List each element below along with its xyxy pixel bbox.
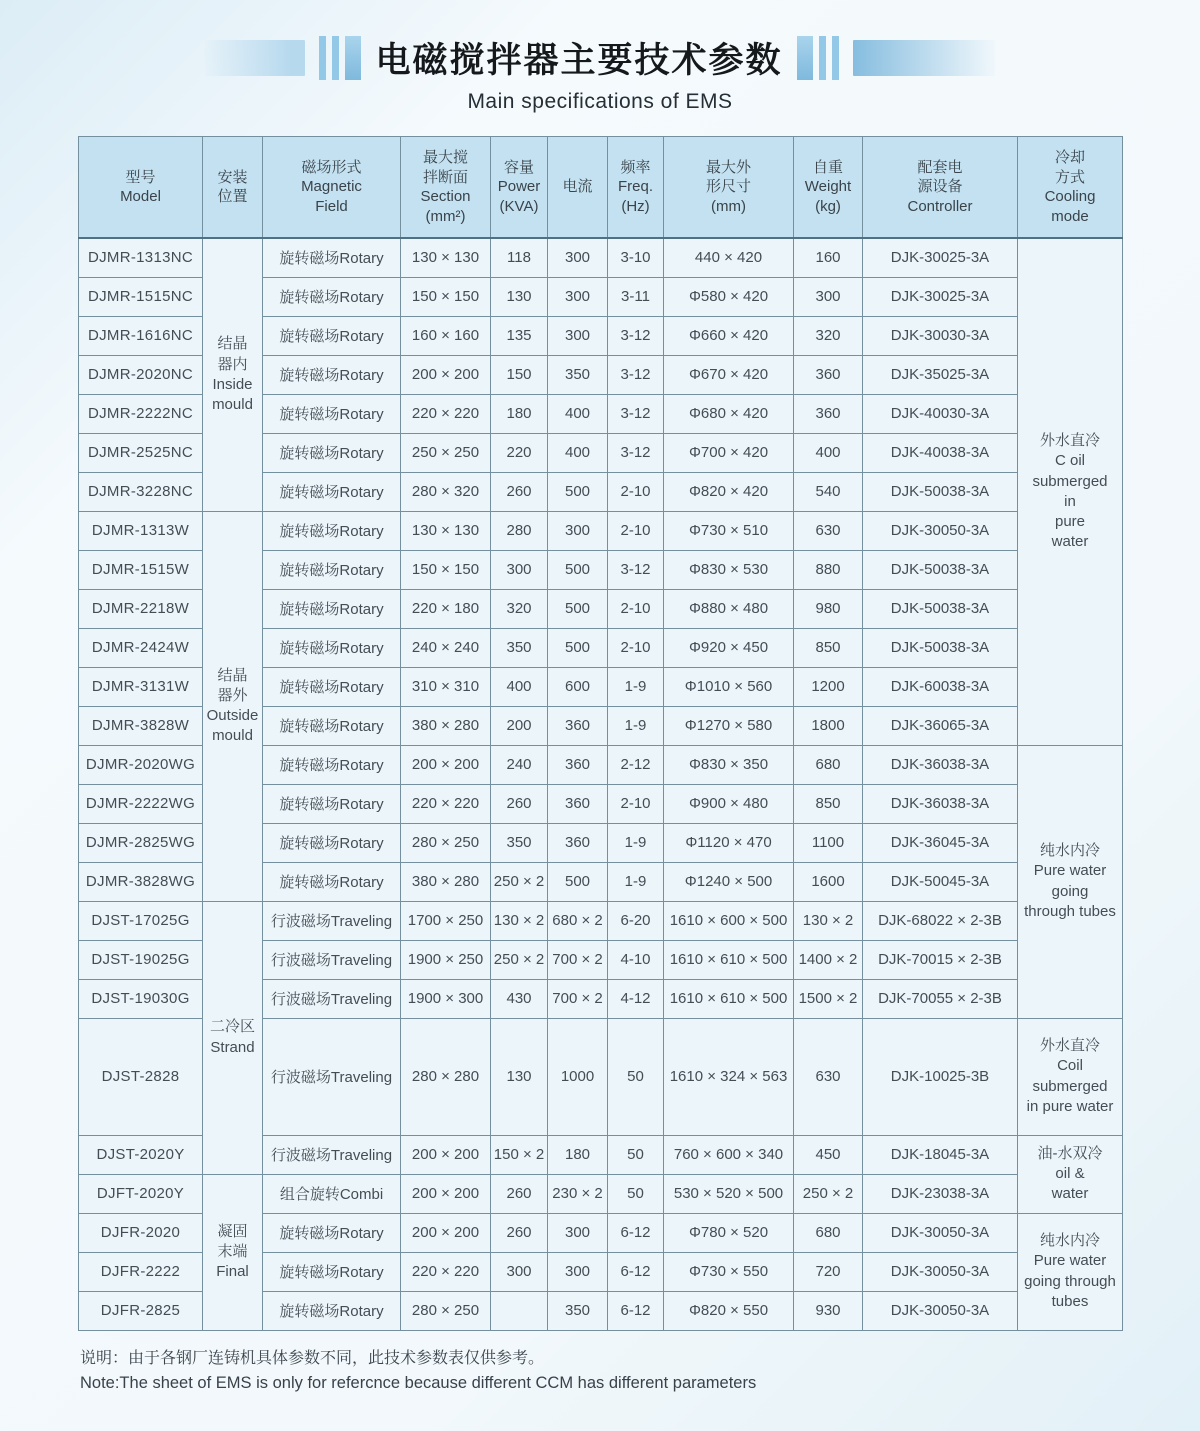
cell-controller: DJK-30050-3A: [863, 1291, 1018, 1330]
table-row-DJMR-1313W: [79, 511, 1123, 550]
cell-section: 160 × 160: [401, 316, 491, 355]
column-header-section: 最大搅 拌断面 Section (mm²): [401, 137, 491, 239]
cell-frequency: 4-12: [608, 979, 664, 1018]
cell-controller: DJK-50038-3A: [863, 589, 1018, 628]
cell-model: DJST-2828: [79, 1018, 203, 1135]
cell-model: DJST-2020Y: [79, 1135, 203, 1174]
cell-section: 380 × 280: [401, 706, 491, 745]
cell-model: DJMR-2020WG: [79, 745, 203, 784]
cell-frequency: 3-10: [608, 238, 664, 277]
cell-controller: DJK-36045-3A: [863, 823, 1018, 862]
cell-install-position: 二冷区 Strand: [203, 901, 263, 1174]
cell-dimensions: 1610 × 610 × 500: [664, 940, 794, 979]
cell-section: 220 × 220: [401, 1252, 491, 1291]
cell-model: DJMR-3828WG: [79, 862, 203, 901]
cell-model: DJST-19030G: [79, 979, 203, 1018]
cell-current: 360: [548, 784, 608, 823]
cell-dimensions: Φ880 × 480: [664, 589, 794, 628]
cell-magnetic-field: 行波磁场Traveling: [263, 901, 401, 940]
cell-magnetic-field: 旋转磁场Rotary: [263, 823, 401, 862]
cell-model: DJST-17025G: [79, 901, 203, 940]
cell-dimensions: Φ730 × 550: [664, 1252, 794, 1291]
cell-model: DJMR-1515NC: [79, 277, 203, 316]
cell-controller: DJK-30050-3A: [863, 1252, 1018, 1291]
cell-dimensions: Φ670 × 420: [664, 355, 794, 394]
cell-magnetic-field: 行波磁场Traveling: [263, 1135, 401, 1174]
title-block: [0, 0, 1200, 114]
cell-dimensions: Φ1010 × 560: [664, 667, 794, 706]
cell-controller: DJK-30025-3A: [863, 238, 1018, 277]
cell-current: 680 × 2: [548, 901, 608, 940]
cell-model: DJMR-2218W: [79, 589, 203, 628]
cell-magnetic-field: 旋转磁场Rotary: [263, 745, 401, 784]
cell-power: 240: [491, 745, 548, 784]
cell-section: 380 × 280: [401, 862, 491, 901]
cell-current: 500: [548, 862, 608, 901]
cell-section: 130 × 130: [401, 511, 491, 550]
cell-power: 220: [491, 433, 548, 472]
cell-power: [491, 1291, 548, 1330]
cell-model: DJFR-2825: [79, 1291, 203, 1330]
cell-frequency: 4-10: [608, 940, 664, 979]
cell-power: 180: [491, 394, 548, 433]
cell-weight: 720: [794, 1252, 863, 1291]
cell-frequency: 2-12: [608, 745, 664, 784]
cell-weight: 160: [794, 238, 863, 277]
cell-magnetic-field: 旋转磁场Rotary: [263, 277, 401, 316]
cell-section: 200 × 200: [401, 1174, 491, 1213]
cell-section: 240 × 240: [401, 628, 491, 667]
cell-weight: 300: [794, 277, 863, 316]
column-header-dimensions: 最大外 形尺寸 (mm): [664, 137, 794, 239]
cell-dimensions: 1610 × 324 × 563: [664, 1018, 794, 1135]
cell-power: 350: [491, 628, 548, 667]
cell-frequency: 1-9: [608, 667, 664, 706]
cell-controller: DJK-50038-3A: [863, 550, 1018, 589]
cell-controller: DJK-36038-3A: [863, 745, 1018, 784]
cell-section: 200 × 200: [401, 1135, 491, 1174]
cell-weight: 1200: [794, 667, 863, 706]
cell-weight: 980: [794, 589, 863, 628]
cell-power: 130: [491, 1018, 548, 1135]
column-header-model: 型号 Model: [79, 137, 203, 239]
cell-current: 180: [548, 1135, 608, 1174]
cell-magnetic-field: 旋转磁场Rotary: [263, 355, 401, 394]
cell-magnetic-field: 旋转磁场Rotary: [263, 1252, 401, 1291]
cell-current: 300: [548, 238, 608, 277]
cell-power: 260: [491, 784, 548, 823]
cell-current: 500: [548, 550, 608, 589]
cell-current: 360: [548, 823, 608, 862]
cell-weight: 850: [794, 784, 863, 823]
cell-frequency: 50: [608, 1135, 664, 1174]
cell-section: 1900 × 250: [401, 940, 491, 979]
cell-power: 200: [491, 706, 548, 745]
cell-model: DJMR-1313NC: [79, 238, 203, 277]
cell-controller: DJK-40038-3A: [863, 433, 1018, 472]
cell-weight: 1500 × 2: [794, 979, 863, 1018]
cell-model: DJMR-3131W: [79, 667, 203, 706]
cell-frequency: 3-12: [608, 355, 664, 394]
cell-section: 280 × 320: [401, 472, 491, 511]
cell-section: 1900 × 300: [401, 979, 491, 1018]
cell-power: 250 × 2: [491, 862, 548, 901]
cell-magnetic-field: 旋转磁场Rotary: [263, 1291, 401, 1330]
cell-frequency: 6-12: [608, 1213, 664, 1252]
cell-current: 1000: [548, 1018, 608, 1135]
cell-magnetic-field: 行波磁场Traveling: [263, 940, 401, 979]
cell-model: DJST-19025G: [79, 940, 203, 979]
cell-current: 400: [548, 433, 608, 472]
cell-current: 360: [548, 706, 608, 745]
cell-controller: DJK-60038-3A: [863, 667, 1018, 706]
cell-model: DJMR-2222WG: [79, 784, 203, 823]
cell-magnetic-field: 旋转磁场Rotary: [263, 433, 401, 472]
cell-frequency: 6-12: [608, 1252, 664, 1291]
cell-power: 400: [491, 667, 548, 706]
cell-magnetic-field: 行波磁场Traveling: [263, 1018, 401, 1135]
column-header-weight: 自重 Weight (kg): [794, 137, 863, 239]
cell-cooling-mode: 油-水双冷 oil & water: [1018, 1135, 1123, 1213]
cell-controller: DJK-36038-3A: [863, 784, 1018, 823]
cell-section: 200 × 200: [401, 355, 491, 394]
cell-controller: DJK-70015 × 2-3B: [863, 940, 1018, 979]
cell-weight: 1800: [794, 706, 863, 745]
cell-power: 430: [491, 979, 548, 1018]
cell-controller: DJK-68022 × 2-3B: [863, 901, 1018, 940]
cell-model: DJFT-2020Y: [79, 1174, 203, 1213]
cell-dimensions: Φ820 × 550: [664, 1291, 794, 1330]
cell-section: 150 × 150: [401, 550, 491, 589]
cell-power: 300: [491, 550, 548, 589]
cell-model: DJMR-2825WG: [79, 823, 203, 862]
cell-cooling-mode: 纯水内冷 Pure water going through tubes: [1018, 745, 1123, 1018]
cell-weight: 360: [794, 394, 863, 433]
cell-magnetic-field: 旋转磁场Rotary: [263, 316, 401, 355]
title-row: [0, 30, 1200, 86]
cell-magnetic-field: 旋转磁场Rotary: [263, 706, 401, 745]
cell-power: 150 × 2: [491, 1135, 548, 1174]
cell-dimensions: Φ1240 × 500: [664, 862, 794, 901]
cell-frequency: 2-10: [608, 628, 664, 667]
cell-dimensions: Φ780 × 520: [664, 1213, 794, 1252]
cell-frequency: 1-9: [608, 706, 664, 745]
cell-weight: 400: [794, 433, 863, 472]
cell-weight: 680: [794, 1213, 863, 1252]
column-header-freq: 频率 Freq. (Hz): [608, 137, 664, 239]
cell-magnetic-field: 旋转磁场Rotary: [263, 628, 401, 667]
cell-dimensions: Φ1120 × 470: [664, 823, 794, 862]
cell-model: DJMR-2222NC: [79, 394, 203, 433]
column-header-position: 安装 位置: [203, 137, 263, 239]
cell-frequency: 3-12: [608, 433, 664, 472]
cell-controller: DJK-35025-3A: [863, 355, 1018, 394]
cell-current: 400: [548, 394, 608, 433]
cell-frequency: 3-11: [608, 277, 664, 316]
cell-frequency: 2-10: [608, 589, 664, 628]
cell-power: 130 × 2: [491, 901, 548, 940]
cell-frequency: 1-9: [608, 862, 664, 901]
cell-power: 260: [491, 472, 548, 511]
bar-icon: [797, 36, 813, 80]
cell-weight: 1100: [794, 823, 863, 862]
cell-cooling-mode: 纯水内冷 Pure water going through tubes: [1018, 1213, 1123, 1330]
table-body: [79, 238, 1123, 1330]
cell-magnetic-field: 旋转磁场Rotary: [263, 550, 401, 589]
cell-section: 250 × 250: [401, 433, 491, 472]
cell-model: DJFR-2222: [79, 1252, 203, 1291]
cell-section: 1700 × 250: [401, 901, 491, 940]
cell-current: 500: [548, 589, 608, 628]
cell-controller: DJK-23038-3A: [863, 1174, 1018, 1213]
cell-dimensions: Φ830 × 530: [664, 550, 794, 589]
cell-current: 230 × 2: [548, 1174, 608, 1213]
table-row-DJMR-1313NC: [79, 238, 1123, 277]
cell-controller: DJK-30030-3A: [863, 316, 1018, 355]
cell-magnetic-field: 旋转磁场Rotary: [263, 394, 401, 433]
cell-section: 220 × 220: [401, 784, 491, 823]
cell-weight: 680: [794, 745, 863, 784]
title-bars-right: [797, 35, 839, 81]
table-header: [79, 137, 1123, 239]
cell-current: 350: [548, 355, 608, 394]
column-header-controller: 配套电 源设备 Controller: [863, 137, 1018, 239]
cell-install-position: 凝固 末端 Final: [203, 1174, 263, 1330]
cell-section: 280 × 250: [401, 823, 491, 862]
cell-power: 150: [491, 355, 548, 394]
title-bars-left: [319, 35, 361, 81]
cell-weight: 540: [794, 472, 863, 511]
cell-frequency: 2-10: [608, 472, 664, 511]
cell-magnetic-field: 旋转磁场Rotary: [263, 1213, 401, 1252]
cell-magnetic-field: 旋转磁场Rotary: [263, 511, 401, 550]
cell-section: 220 × 180: [401, 589, 491, 628]
cell-frequency: 6-20: [608, 901, 664, 940]
cell-current: 300: [548, 1252, 608, 1291]
cell-model: DJMR-1616NC: [79, 316, 203, 355]
bar-icon: [332, 36, 339, 80]
cell-section: 150 × 150: [401, 277, 491, 316]
cell-dimensions: 530 × 520 × 500: [664, 1174, 794, 1213]
cell-model: DJFR-2020: [79, 1213, 203, 1252]
cell-weight: 630: [794, 1018, 863, 1135]
cell-current: 300: [548, 277, 608, 316]
cell-power: 260: [491, 1174, 548, 1213]
cell-magnetic-field: 组合旋转Combi: [263, 1174, 401, 1213]
cell-weight: 130 × 2: [794, 901, 863, 940]
table-row-DJST-17025G: [79, 901, 1123, 940]
cell-controller: DJK-50045-3A: [863, 862, 1018, 901]
cell-power: 300: [491, 1252, 548, 1291]
cell-dimensions: Φ730 × 510: [664, 511, 794, 550]
cell-magnetic-field: 旋转磁场Rotary: [263, 589, 401, 628]
cell-magnetic-field: 旋转磁场Rotary: [263, 784, 401, 823]
cell-current: 300: [548, 316, 608, 355]
cell-frequency: 50: [608, 1174, 664, 1213]
cell-frequency: 3-12: [608, 550, 664, 589]
cell-power: 118: [491, 238, 548, 277]
cell-frequency: 2-10: [608, 511, 664, 550]
cell-weight: 630: [794, 511, 863, 550]
bar-icon: [819, 36, 826, 80]
title-gradient-right: [853, 40, 995, 76]
cell-current: 600: [548, 667, 608, 706]
cell-frequency: 50: [608, 1018, 664, 1135]
cell-current: 300: [548, 1213, 608, 1252]
cell-dimensions: Φ1270 × 580: [664, 706, 794, 745]
cell-dimensions: 1610 × 610 × 500: [664, 979, 794, 1018]
cell-dimensions: Φ660 × 420: [664, 316, 794, 355]
cell-controller: DJK-30050-3A: [863, 1213, 1018, 1252]
cell-frequency: 3-12: [608, 316, 664, 355]
cell-frequency: 2-10: [608, 784, 664, 823]
bar-icon: [319, 36, 326, 80]
cell-current: 500: [548, 628, 608, 667]
bar-icon: [345, 36, 361, 80]
cell-dimensions: Φ920 × 450: [664, 628, 794, 667]
cell-dimensions: Φ580 × 420: [664, 277, 794, 316]
cell-current: 500: [548, 472, 608, 511]
footnote: [80, 1347, 1200, 1396]
cell-section: 220 × 220: [401, 394, 491, 433]
table-row-DJFT-2020Y: [79, 1174, 1123, 1213]
cell-dimensions: 440 × 420: [664, 238, 794, 277]
cell-power: 260: [491, 1213, 548, 1252]
column-header-magnetic-field: 磁场形式 Magnetic Field: [263, 137, 401, 239]
cell-current: 700 × 2: [548, 979, 608, 1018]
footnote-en: Note:The sheet of EMS is only for refercnce because different CCM has different parameters: [80, 1373, 757, 1392]
cell-controller: DJK-70055 × 2-3B: [863, 979, 1018, 1018]
column-header-power: 容量 Power (KVA): [491, 137, 548, 239]
cell-model: DJMR-2525NC: [79, 433, 203, 472]
cell-controller: DJK-10025-3B: [863, 1018, 1018, 1135]
cell-power: 130: [491, 277, 548, 316]
cell-section: 280 × 250: [401, 1291, 491, 1330]
cell-section: 130 × 130: [401, 238, 491, 277]
cell-controller: DJK-30050-3A: [863, 511, 1018, 550]
cell-controller: DJK-30025-3A: [863, 277, 1018, 316]
cell-model: DJMR-1313W: [79, 511, 203, 550]
cell-power: 135: [491, 316, 548, 355]
cell-weight: 450: [794, 1135, 863, 1174]
cell-model: DJMR-3828W: [79, 706, 203, 745]
cell-controller: DJK-36065-3A: [863, 706, 1018, 745]
header-row: [79, 137, 1123, 239]
cell-install-position: 结晶 器外 Outside mould: [203, 511, 263, 901]
cell-model: DJMR-2424W: [79, 628, 203, 667]
cell-section: 310 × 310: [401, 667, 491, 706]
cell-model: DJMR-3228NC: [79, 472, 203, 511]
footnote-zh: 说明：由于各钢厂连铸机具体参数不同，此技术参数表仅供参考。: [80, 1349, 545, 1367]
cell-power: 280: [491, 511, 548, 550]
cell-dimensions: 1610 × 600 × 500: [664, 901, 794, 940]
cell-magnetic-field: 旋转磁场Rotary: [263, 667, 401, 706]
cell-magnetic-field: 旋转磁场Rotary: [263, 238, 401, 277]
cell-weight: 850: [794, 628, 863, 667]
cell-weight: 360: [794, 355, 863, 394]
cell-current: 700 × 2: [548, 940, 608, 979]
column-header-cooling: 冷却 方式 Cooling mode: [1018, 137, 1123, 239]
cell-cooling-mode: 外水直冷 C oil submerged in pure water: [1018, 238, 1123, 745]
cell-magnetic-field: 旋转磁场Rotary: [263, 862, 401, 901]
cell-power: 350: [491, 823, 548, 862]
cell-model: DJMR-2020NC: [79, 355, 203, 394]
cell-dimensions: Φ820 × 420: [664, 472, 794, 511]
cell-magnetic-field: 旋转磁场Rotary: [263, 472, 401, 511]
cell-cooling-mode: 外水直冷 Coil submerged in pure water: [1018, 1018, 1123, 1135]
cell-dimensions: 760 × 600 × 340: [664, 1135, 794, 1174]
cell-power: 250 × 2: [491, 940, 548, 979]
cell-install-position: 结晶 器内 Inside mould: [203, 238, 263, 511]
page-subtitle: Main specifications of EMS: [467, 90, 733, 113]
cell-current: 360: [548, 745, 608, 784]
cell-weight: 880: [794, 550, 863, 589]
cell-current: 350: [548, 1291, 608, 1330]
cell-weight: 320: [794, 316, 863, 355]
cell-section: 200 × 200: [401, 1213, 491, 1252]
cell-dimensions: Φ700 × 420: [664, 433, 794, 472]
cell-weight: 1600: [794, 862, 863, 901]
bar-icon: [832, 36, 839, 80]
cell-dimensions: Φ830 × 350: [664, 745, 794, 784]
cell-power: 320: [491, 589, 548, 628]
cell-dimensions: Φ900 × 480: [664, 784, 794, 823]
cell-current: 300: [548, 511, 608, 550]
cell-section: 280 × 280: [401, 1018, 491, 1135]
page-title: 电磁搅拌器主要技术参数: [375, 41, 783, 80]
cell-frequency: 1-9: [608, 823, 664, 862]
cell-model: DJMR-1515W: [79, 550, 203, 589]
title-gradient-left: [205, 40, 305, 76]
cell-weight: 250 × 2: [794, 1174, 863, 1213]
cell-controller: DJK-40030-3A: [863, 394, 1018, 433]
cell-section: 200 × 200: [401, 745, 491, 784]
cell-frequency: 3-12: [608, 394, 664, 433]
cell-controller: DJK-50038-3A: [863, 472, 1018, 511]
column-header-current: 电流: [548, 137, 608, 239]
cell-dimensions: Φ680 × 420: [664, 394, 794, 433]
cell-frequency: 6-12: [608, 1291, 664, 1330]
cell-magnetic-field: 行波磁场Traveling: [263, 979, 401, 1018]
cell-weight: 930: [794, 1291, 863, 1330]
cell-controller: DJK-50038-3A: [863, 628, 1018, 667]
cell-controller: DJK-18045-3A: [863, 1135, 1018, 1174]
cell-weight: 1400 × 2: [794, 940, 863, 979]
spec-table: [78, 136, 1123, 1331]
